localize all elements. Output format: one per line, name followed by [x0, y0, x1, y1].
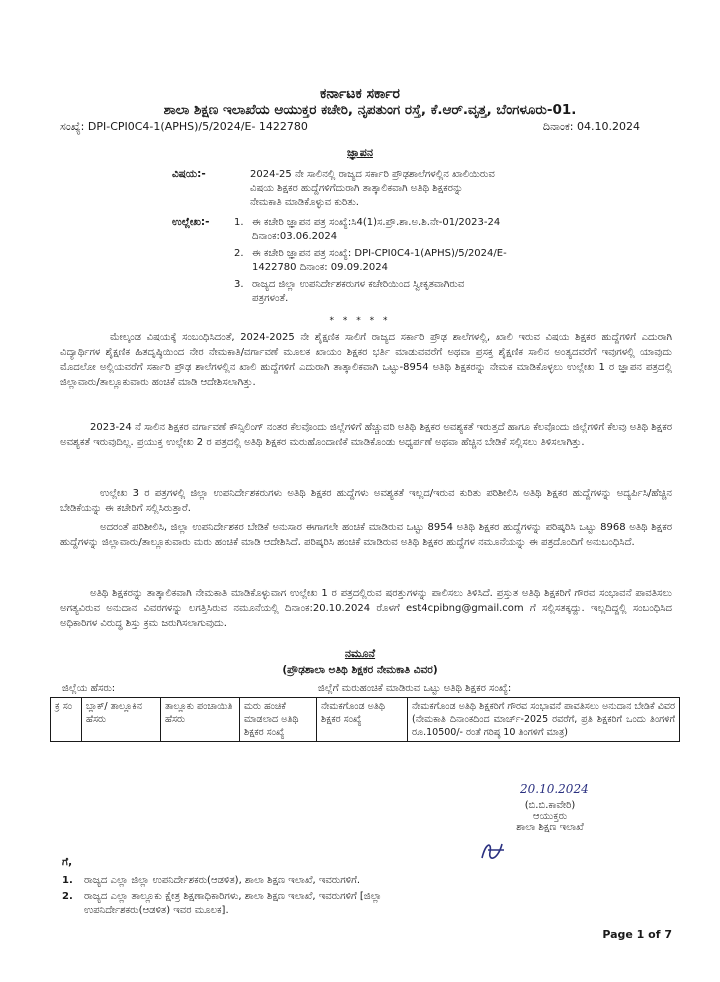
form-title: ನಮೂನೆ [344, 647, 376, 660]
recipient-num: 1. [62, 875, 73, 886]
recipient-item [62, 874, 674, 888]
reference-number: ಸಂಖ್ಯೆ: DPI-CPI0C4-1(APHS)/5/2024/E- 1422780 [60, 120, 308, 133]
subject-line: ವಿಷಯ ಶಿಕ್ಷಕರ ಹುದ್ದೆಗಳಿಗೆದುರಾಗಿ ತಾತ್ಕಾಲಿಕವಾಗಿ ಅತಿಥಿ ಶಿಕ್ಷಕರನ್ನು [250, 183, 464, 194]
column-header: ಮರು ಹಂಚಿಕೆ ಮಾಡಲಾದ ಅತಿಥಿ ಶಿಕ್ಷಕರ ಸಂಖ್ಯೆ [240, 698, 317, 742]
document-date: ದಿನಾಂಕ: 04.10.2024 [542, 120, 640, 133]
column-header: ನೇಮಕಗೊಂಡ ಅತಿಥಿ ಶಿಕ್ಷಕರ ಸಂಖ್ಯೆ [317, 698, 408, 742]
signatory-designation: ಆಯುಕ್ತರು [532, 811, 568, 822]
reference-item [234, 247, 680, 275]
reference-line: ರಾಜ್ಯದ ಜಿಲ್ಲಾ ಉಪನಿರ್ದೇಶಕರುಗಳ ಕಚೇರಿಯಿಂದ ಸ್ವೀಕೃತವಾಗಿರುವ [252, 279, 465, 290]
reference-item [234, 278, 680, 306]
government-title: ಕರ್ನಾಟಕ ಸರ್ಕಾರ [320, 86, 400, 102]
column-header: ಕ್ರ ಸಂ [51, 698, 82, 742]
signatory-department: ಶಾಲಾ ಶಿಕ್ಷಣ ಇಲಾಖೆ [516, 822, 584, 833]
recipient-line: ಉಪನಿರ್ದೇಶಕರು(ಆಡಳಿತ) ಇವರ ಮೂಲಕ]. [84, 905, 229, 916]
recipient-line: ರಾಜ್ಯದ ಎಲ್ಲಾ ತಾಲ್ಲೂಕು ಕ್ಷೇತ್ರ ಶಿಕ್ಷಣಾಧಿಕಾರಿಗಳು, ಶಾಲಾ ಶಿಕ್ಷಣ ಇಲಾಖೆ, ಇವರುಗಳಿಗೆ [ಜಿಲ್ಲಾ [84, 891, 382, 902]
recipients-list [62, 874, 674, 918]
office-address: ಶಾಲಾ ಶಿಕ್ಷಣ ಇಲಾಖೆಯ ಆಯುಕ್ತರ ಕಚೇರಿ, ನೃಪತುಂಗ ರಸ್ತೆ, ಕೆ.ಆರ್.ವೃತ್ತ, ಬೆಂಗಳೂರು-01. [163, 102, 577, 118]
column-header: ಬ್ಲಾಕ್/ ತಾಲ್ಲೂಕಿನ ಹೆಸರು [82, 698, 161, 742]
body-paragraph-1: ಮೇಲ್ಕಂಡ ವಿಷಯಕ್ಕೆ ಸಂಬಂಧಿಸಿದಂತೆ, 2024-2025 ನೇ ಶೈಕ್ಷಣಿಕ ಸಾಲಿಗೆ ರಾಜ್ಯದ ಸರ್ಕಾರಿ ಪ್ರೌಢ ಶಾಲೆಗಳಲ್ಲಿ, ಖಾಲಿ ಇರುವ ವಿಷಯ ಶಿಕ್ಷಕರ ಹುದ್ದೆಗಳಿಗೆ ಎದುರಾಗಿ ವಿದ್ಯಾರ್ಥಿಗಳ ಶೈಕ್ಷಣಿಕ ಹಿತದೃಷ್ಠಿಯಿಂದ ನೇರ ನೇಮಕಾತಿ/ವರ್ಗಾವಣೆ ಮೂಲಕ ಖಾಯಂ ಶಿಕ್ಷಕರ ಭರ್ತಿ ಮಾಡುವವರೆಗೆ ಅಥವಾ ಪ್ರಸಕ್ತ ಶೈಕ್ಷಣಿಕ ಸಾಲಿನ ಅಂತ್ಯದವರೆಗೆ ಇವುಗಳಲ್ಲಿ ಯಾವುದು ಮೊದಲೋ ಅಲ್ಲಿಯವರೆಗೆ ಸರ್ಕಾರಿ ಪ್ರೌಢ ಶಾಲೆಗಳಲ್ಲಿನ ಖಾಲಿ ಹುದ್ದೆಗಳಿಗೆ ಎದುರಾಗಿ ತಾತ್ಕಾಲಿಕವಾಗಿ ಒಟ್ಟು-8954 ಅತಿಥಿ ಶಿಕ್ಷಕರನ್ನು ನೇಮಕ ಮಾಡಿಕೊಳ್ಳಲು ಉಲ್ಲೇಖ 1 ರ ಜ್ಞಾಪನ ಪತ್ರದಲ್ಲಿ ಜಿಲ್ಲಾವಾರು/ತಾಲ್ಲೂಕುವಾರು ಹಂಚಿಕೆ ಮಾಡಿ ಆದೇಶಿಸಲಾಗಿತ್ತು. [60, 332, 672, 388]
subject-line: ನೇಮಕಾತಿ ಮಾಡಿಕೊಳ್ಳುವ ಕುರಿತು. [250, 197, 359, 208]
subject-text [250, 168, 680, 210]
recipient-text: ರಾಜ್ಯದ ಎಲ್ಲಾ ಜಿಲ್ಲಾ ಉಪನಿರ್ದೇಶಕರು(ಆಡಳಿತ), ಶಾಲಾ ಶಿಕ್ಷಣ ಇಲಾಖೆ, ಇವರುಗಳಿಗೆ. [84, 875, 361, 886]
table-header-row [51, 698, 680, 742]
reference-line: ಈ ಕಚೇರಿ ಜ್ಞಾಪನ ಪತ್ರ ಸಂಖ್ಯೆ:ಸಿ4(1)ಸ.ಪ್ರೌ.ಶಾ.ಅ.ಶಿ.ನೇ-01/2023-24 [252, 217, 501, 228]
body-paragraph-5: ಅತಿಥಿ ಶಿಕ್ಷಕರನ್ನು ತಾತ್ಕಾಲಿಕವಾಗಿ ನೇಮಕಾತಿ ಮಾಡಿಕೊಳ್ಳುವಾಗ ಉಲ್ಲೇಖ 1 ರ ಪತ್ರದಲ್ಲಿರುವ ಷರತ್ತುಗಳನ್ನು ಪಾಲಿಸಲು ತಿಳಿಸಿದೆ. ಪ್ರಸ್ತುತ ಅತಿಥಿ ಶಿಕ್ಷಕರಿಗೆ ಗೌರವ ಸಂಭಾವನೆ ಪಾವತಿಸಲು ಅಗತ್ಯವಿರುವ ಅನುದಾನ ವಿವರಗಳನ್ನು ಲಗತ್ತಿಸಿರುವ ನಮೂನೆಯಲ್ಲಿ ದಿನಾಂಕ:20.10.2024 ರೊಳಗೆ est4cpibng@gmail.com ಗೆ ಸಲ್ಲಿಸತಕ್ಕದ್ದು. ಇಲ್ಲದಿದ್ದಲ್ಲಿ ಸಂಬಂಧಿಸಿದ ಅಧಿಕಾರಿಗಳ ವಿರುದ್ಧ ಶಿಸ್ತು ಕ್ರಮ ಜರುಗಿಸಲಾಗುವುದು. [60, 588, 672, 629]
reference-line: ದಿನಾಂಕ:03.06.2024 [252, 231, 338, 242]
total-teachers-label: ಜಿಲ್ಲೆಗೆ ಮರುಹಂಚಿಕೆ ಮಾಡಿರುವ ಒಟ್ಟು ಅತಿಥಿ ಶಿಕ್ಷಕರ ಸಂಖ್ಯೆ: [318, 683, 512, 694]
notice-title: ಜ್ಞಾಪನ [347, 146, 373, 159]
appointment-form-table [50, 697, 680, 742]
reference-list [234, 216, 680, 306]
reference-num: 1. [234, 217, 244, 228]
recipient-num: 2. [62, 891, 73, 902]
signatory-name: (ಬಿ.ಬಿ.ಕಾವೇರಿ) [524, 800, 576, 811]
column-header: ತಾಲ್ಲೂಕು ಪಂಚಾಯಿತಿ ಹೆಸರು [161, 698, 240, 742]
reference-text [252, 247, 507, 275]
body-paragraph-2: 2023-24 ನೆ ಸಾಲಿನ ಶಿಕ್ಷಕರ ವರ್ಗಾವಣೆ ಕೌನ್ಸಿಲಿಂಗ್ ನಂತರ ಕೆಲವೊಂದು ಜಿಲ್ಲೆಗಳಿಗೆ ಹೆಚ್ಚುವರಿ ಅತಿಥಿ ಶಿಕ್ಷಕರ ಅವಶ್ಯಕತೆ ಇರುತ್ತದೆ ಹಾಗೂ ಕೆಲವೊಂದು ಜಿಲ್ಲೆಗಳಿಗೆ ಕೆಲವು ಅತಿಥಿ ಶಿಕ್ಷಕರ ಅವಶ್ಯಕತೆ ಇರುವುದಿಲ್ಲ. ಪ್ರಯುಕ್ತ ಉಲ್ಲೇಖ 2 ರ ಪತ್ರದಲ್ಲಿ ಅತಿಥಿ ಶಿಕ್ಷಕರ ಮರುಹೊಂದಾಣಿಕೆ ಮಾಡಿಕೊಂಡು ಅಧ್ಯರ್ಪಣೆ ಅಥವಾ ಹೆಚ್ಚಿನ ಬೇಡಿಕೆ ಸಲ್ಲಿಸಲು ತಿಳಿಸಲಾಗಿತ್ತು. [60, 422, 672, 448]
form-subtitle: (ಪ್ರೌಢಶಾಲಾ ಅತಿಥಿ ಶಿಕ್ಷಕರ ನೇಮಕಾತಿ ವಿವರ) [282, 664, 438, 676]
separator-stars: * * * * * [329, 316, 391, 326]
reference-num: 2. [234, 248, 244, 259]
recipient-text [84, 890, 382, 918]
body-paragraph-3: ಉಲ್ಲೇಖ 3 ರ ಪತ್ರಗಳಲ್ಲಿ ಜಿಲ್ಲಾ ಉಪನಿರ್ದೇಶಕರುಗಳು ಅತಿಥಿ ಶಿಕ್ಷಕರ ಹುದ್ದೆಗಳು ಅವಶ್ಯಕತೆ ಇಲ್ಲದ/ಇರುವ ಕುರಿತು ಪರಿಶೀಲಿಸಿ ಅತಿಥಿ ಶಿಕ್ಷಕರ ಹುದ್ದೆಗಳನ್ನು ಅದ್ಯರ್ಪಿಸಿ/ಹೆಚ್ಚಿನ ಬೇಡಿಕೆಯನ್ನು ಈ ಕಚೇರಿಗೆ ಸಲ್ಲಿಸಿರುತ್ತಾರೆ. [60, 488, 672, 514]
reference-line: ಪತ್ರಗಳಂತೆ. [252, 293, 289, 304]
reference-item [234, 216, 680, 244]
reference-line: 1422780 ದಿನಾಂಕ: 09.09.2024 [252, 262, 388, 273]
column-header: ನೇಮಕಗೊಂಡ ಅತಿಥಿ ಶಿಕ್ಷಕರಿಗೆ ಗೌರವ ಸಂಭಾವನೆ ಪಾವತಿಸಲು ಅನುದಾನ ಬೇಡಿಕೆ ವಿವರ (ನೇಮಕಾತಿ ದಿನಾಂಕದಿಂದ ಮಾರ್ಚ್-2025 ರವರೆಗೆ, ಪ್ರತಿ ಶಿಕ್ಷಕರಿಗೆ ಒಂದು ತಿಂಗಳಿಗೆ ರೂ.10500/- ರಂತೆ ಗರಿಷ್ಠ 10 ತಿಂಗಳಿಗೆ ಮಾತ್ರ) [408, 698, 680, 742]
reference-line: ಈ ಕಚೇರಿ ಜ್ಞಾಪನ ಪತ್ರ ಸಂಖ್ಯೆ: DPI-CPI0C4-1(APHS)/5/2024/E- [252, 248, 507, 259]
page-number: Page 1 of 7 [602, 928, 672, 941]
reference-text [252, 216, 500, 244]
reference-label: ಉಲ್ಲೇಖ:- [172, 216, 210, 228]
handwritten-date: 20.10.2024 [520, 782, 589, 796]
district-name-label: ಜಿಲ್ಲೆಯ ಹೆಸರು: [62, 683, 116, 694]
subject-label: ವಿಷಯ:- [172, 168, 206, 180]
signature-block [470, 800, 630, 833]
subject-line: 2024-25 ನೇ ಸಾಲಿನಲ್ಲಿ ರಾಜ್ಯದ ಸರ್ಕಾರಿ ಪ್ರೌಢಶಾಲೆಗಳಲ್ಲಿನ ಖಾಲಿಯಿರುವ [250, 169, 495, 180]
reference-num: 3. [234, 279, 244, 290]
reference-text [252, 278, 464, 306]
signature-scribble-icon [478, 838, 508, 864]
recipient-item [62, 890, 674, 918]
recipients-label: ಗೆ, [62, 856, 73, 868]
body-paragraph-4: ಅದರಂತೆ ಪರಿಶೀಲಿಸಿ, ಜಿಲ್ಲಾ ಉಪನಿರ್ದೇಶಕರ ಬೇಡಿಕೆ ಅನುಸಾರ ಈಗಾಗಲೇ ಹಂಚಿಕೆ ಮಾಡಿರುವ ಒಟ್ಟು 8954 ಅತಿಥಿ ಶಿಕ್ಷಕರ ಹುದ್ದೆಗಳನ್ನು ಪರಿಷ್ಕರಿಸಿ ಒಟ್ಟು 8968 ಅತಿಥಿ ಶಿಕ್ಷಕರ ಹುದ್ದೆಗಳನ್ನು ಜಿಲ್ಲಾವಾರು/ತಾಲ್ಲೂಕುವಾರು ಮರು ಹಂಚಿಕೆ ಮಾಡಿ ಆದೇಶಿಸಿದೆ. ಪರಿಷ್ಕರಿಸಿ ಹಂಚಿಕೆ ಮಾಡಿರುವ ಅತಿಥಿ ಶಿಕ್ಷಕರ ಹುದ್ದೆಗಳ ನಮೂನೆಯನ್ನು ಈ ಪತ್ರದೊಂದಿಗೆ ಅನುಬಂಧಿಸಿದೆ. [60, 522, 672, 548]
